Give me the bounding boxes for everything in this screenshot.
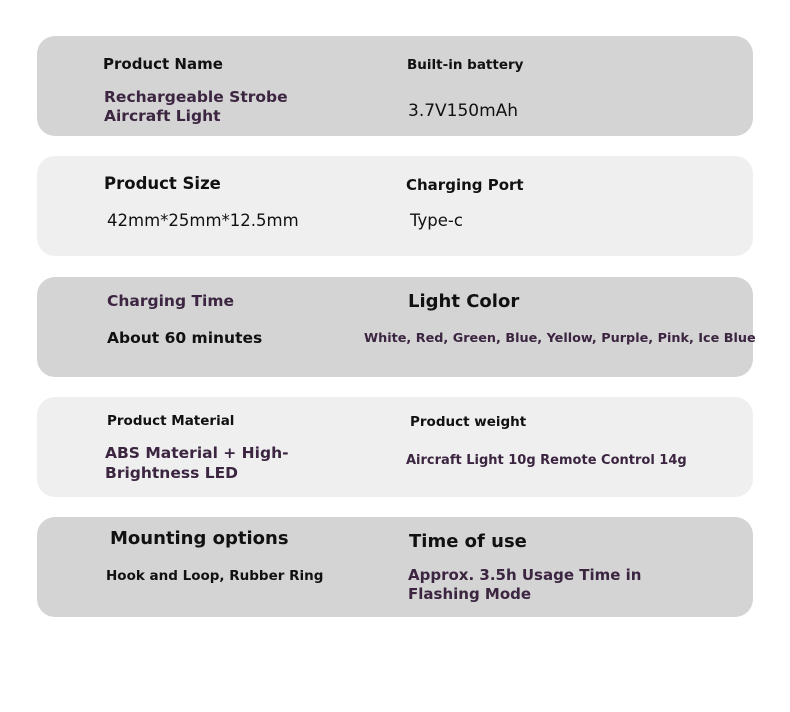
spec-label-product-weight: Product weight [410,414,527,430]
spec-value-charging-port: Type-c [410,211,463,230]
spec-value-time-of-use: Approx. 3.5h Usage Time in Flashing Mode [408,566,642,603]
spec-label-light-color: Light Color [408,291,520,312]
spec-card-product-size [37,156,753,256]
spec-label-built-in-battery: Built-in battery [407,57,524,73]
spec-value-light-color: White, Red, Green, Blue, Yellow, Purple, Pink, Ice Blue [364,331,756,346]
spec-label-time-of-use: Time of use [409,531,527,552]
spec-value-mounting-options: Hook and Loop, Rubber Ring [106,568,324,584]
spec-value-product-name: Rechargeable Strobe Aircraft Light [104,88,288,125]
spec-label-product-size: Product Size [104,174,221,193]
spec-card-mounting-options [37,517,753,617]
spec-label-product-name: Product Name [103,55,223,73]
spec-card-product-material [37,397,753,497]
spec-value-product-material: ABS Material + High-Brightness LED [105,444,289,482]
spec-card-charging-time [37,277,756,377]
spec-card-product-name [37,36,753,136]
spec-label-charging-port: Charging Port [406,176,524,194]
spec-value-product-size: 42mm*25mm*12.5mm [107,211,299,230]
spec-label-product-material: Product Material [107,413,235,429]
spec-value-charging-time: About 60 minutes [107,329,263,347]
spec-label-mounting-options: Mounting options [110,528,289,549]
spec-label-charging-time: Charging Time [107,292,234,310]
spec-value-product-weight: Aircraft Light 10g Remote Control 14g [406,453,687,468]
spec-value-built-in-battery: 3.7V150mAh [408,101,519,121]
